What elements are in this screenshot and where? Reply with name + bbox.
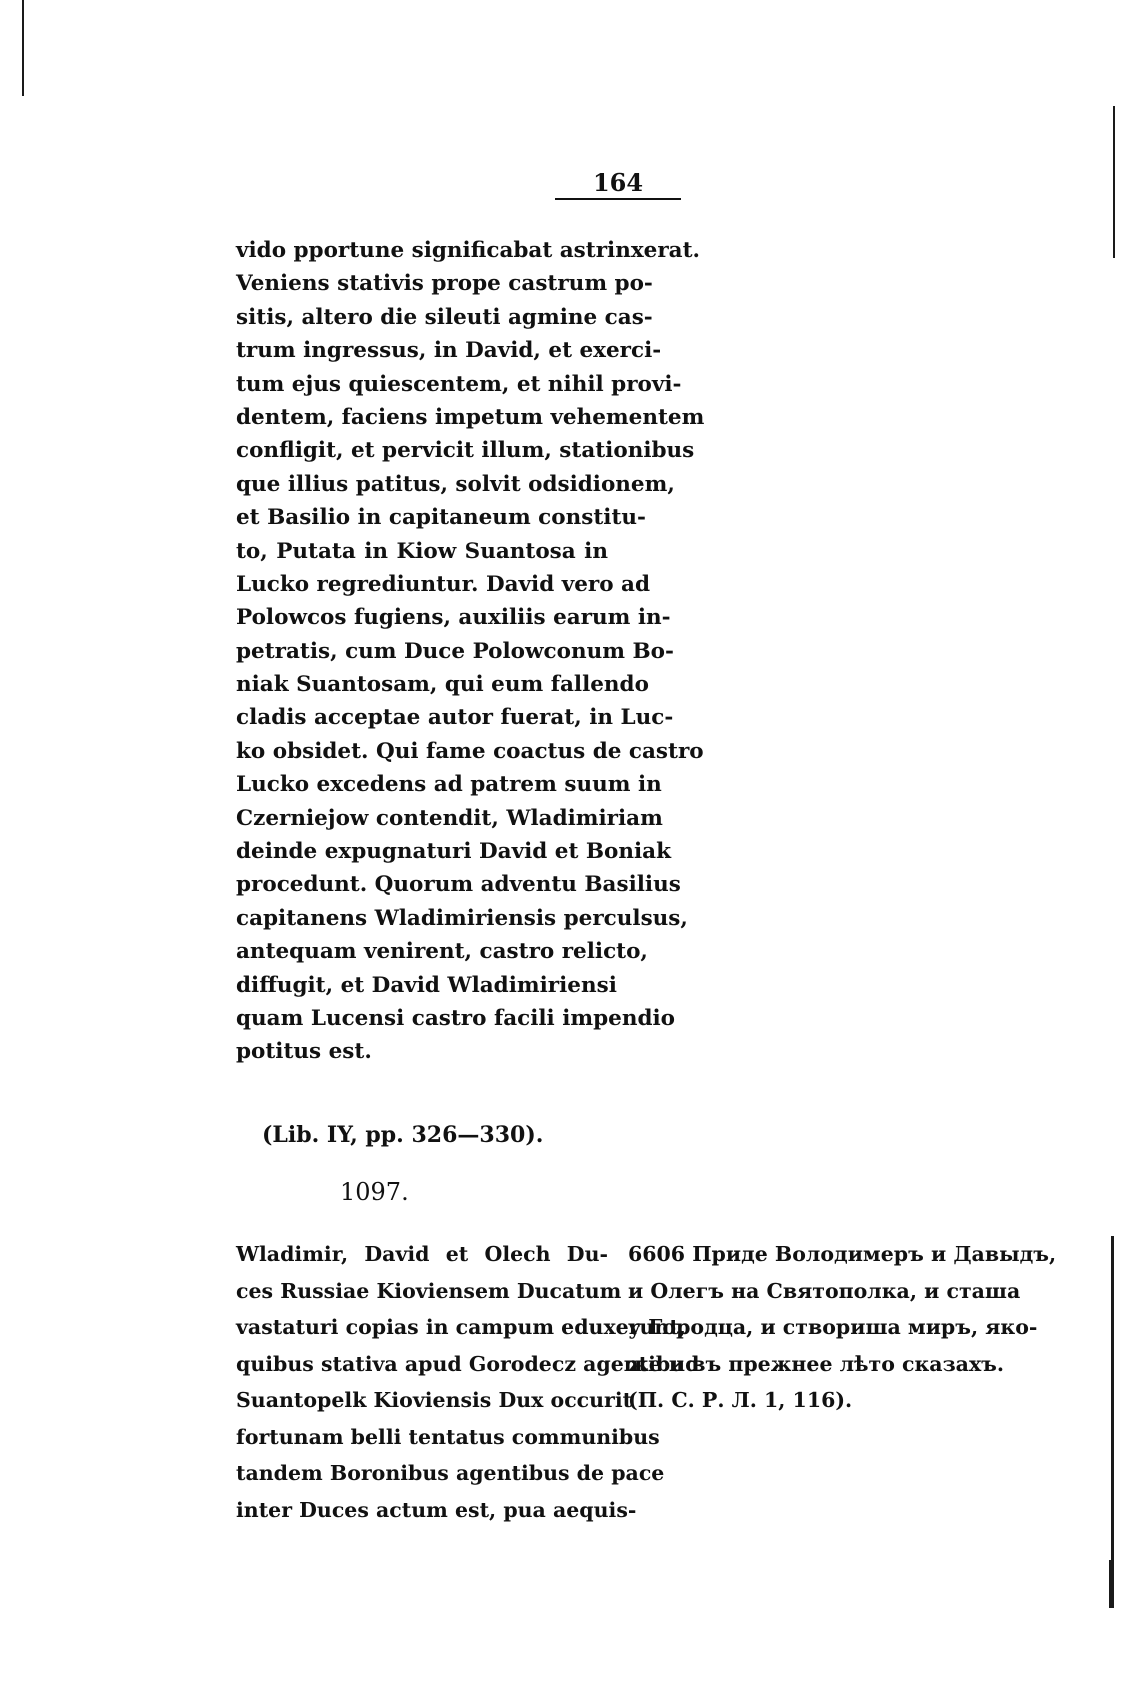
- text-line: у Городца, и створиша миръ, яко-: [628, 1315, 1038, 1339]
- scan-edge-right-bottom: [1111, 1236, 1114, 1608]
- latin-column: [236, 1236, 700, 1528]
- text-line: confligit, et pervicit illum, stationibus: [236, 438, 695, 464]
- scan-edge-right-top: [1113, 106, 1115, 258]
- text-line: же и въ прежнее лѣто сказахъ.: [628, 1351, 1005, 1376]
- text-line: antequam venirent, castro relicto,: [236, 939, 648, 965]
- text-line: и Олегъ на Святополка, и сташа: [628, 1278, 1021, 1303]
- text-line: inter Duces actum est, pua aequis-: [236, 1497, 637, 1522]
- text-line: que illius patitus, solvit odsidionem,: [236, 471, 675, 497]
- scan-edge-left: [22, 0, 24, 96]
- main-text-block: [236, 234, 705, 1069]
- text-line: niak Suantosam, qui eum fallendo: [236, 672, 649, 698]
- text-line: diffugit, et David Wladimiriensi: [236, 972, 617, 998]
- text-line: cladis acceptae autor fuerat, in Luc-: [236, 705, 674, 731]
- text-line: quam Lucensi castro facili impendio: [236, 1005, 676, 1031]
- text-line: sitis, altero die sileuti agmine cas-: [236, 304, 653, 330]
- text-line: Lucko excedens ad patrem suum in: [236, 772, 662, 798]
- text-line: potitus est.: [236, 1039, 372, 1065]
- russian-column: [628, 1236, 1057, 1419]
- text-line: to, Putata in Kiow Suantosa in: [236, 538, 608, 564]
- text-line: et Basilio in capitaneum constitu-: [236, 505, 646, 531]
- text-line: petratis, cum Duce Polowconum Bo-: [236, 638, 674, 664]
- text-line: deinde expugnaturi David et Boniak: [236, 839, 671, 865]
- year-heading: 1097.: [340, 1178, 409, 1206]
- text-line: vido pportune significabat astrinxerat.: [236, 238, 701, 263]
- scan-edge-right-mark: [1109, 1560, 1114, 1608]
- text-line: tum ejus quiescentem, et nihil provi-: [236, 371, 682, 397]
- text-line: quibus stativa apud Gorodecz agentibud: [236, 1351, 700, 1376]
- text-line: procedunt. Quorum adventu Basilius: [236, 872, 681, 898]
- text-line: Lucko regrediuntur. David vero ad: [236, 571, 651, 597]
- text-line: Polowcos fugiens, auxiliis earum in-: [236, 605, 671, 631]
- text-line: dentem, faciens impetum vehementem: [236, 404, 705, 430]
- source-reference: (Lib. IY, pp. 326—330).: [262, 1122, 544, 1148]
- text-line: ko obsidet. Qui fame coactus de castro: [236, 738, 704, 764]
- page-number-rule: [555, 198, 681, 200]
- text-line: ces Russiae Kioviensem Ducatum: [236, 1278, 622, 1303]
- text-line: (П. С. Р. Л. 1, 116).: [628, 1388, 853, 1412]
- text-line: tandem Boronibus agentibus de pace: [236, 1461, 665, 1485]
- text-line: Wladimir, David et Olech Du-: [236, 1242, 608, 1266]
- text-line: trum ingressus, in David, et exerci-: [236, 338, 662, 364]
- text-line: Suantopelk Kioviensis Dux occurit: [236, 1388, 633, 1412]
- page-number: 164: [592, 168, 644, 197]
- text-line: vastaturi copias in campum eduxerunt,: [236, 1315, 686, 1339]
- text-line: fortunam belli tentatus communibus: [236, 1424, 660, 1449]
- text-line: Czerniejow contendit, Wladimiriam: [236, 805, 663, 831]
- text-line: Veniens stativis prope castrum po-: [236, 271, 653, 297]
- text-line: 6606 Приде Володимеръ и Давыдъ,: [628, 1242, 1057, 1266]
- text-line: capitanens Wladimiriensis perculsus,: [236, 905, 688, 931]
